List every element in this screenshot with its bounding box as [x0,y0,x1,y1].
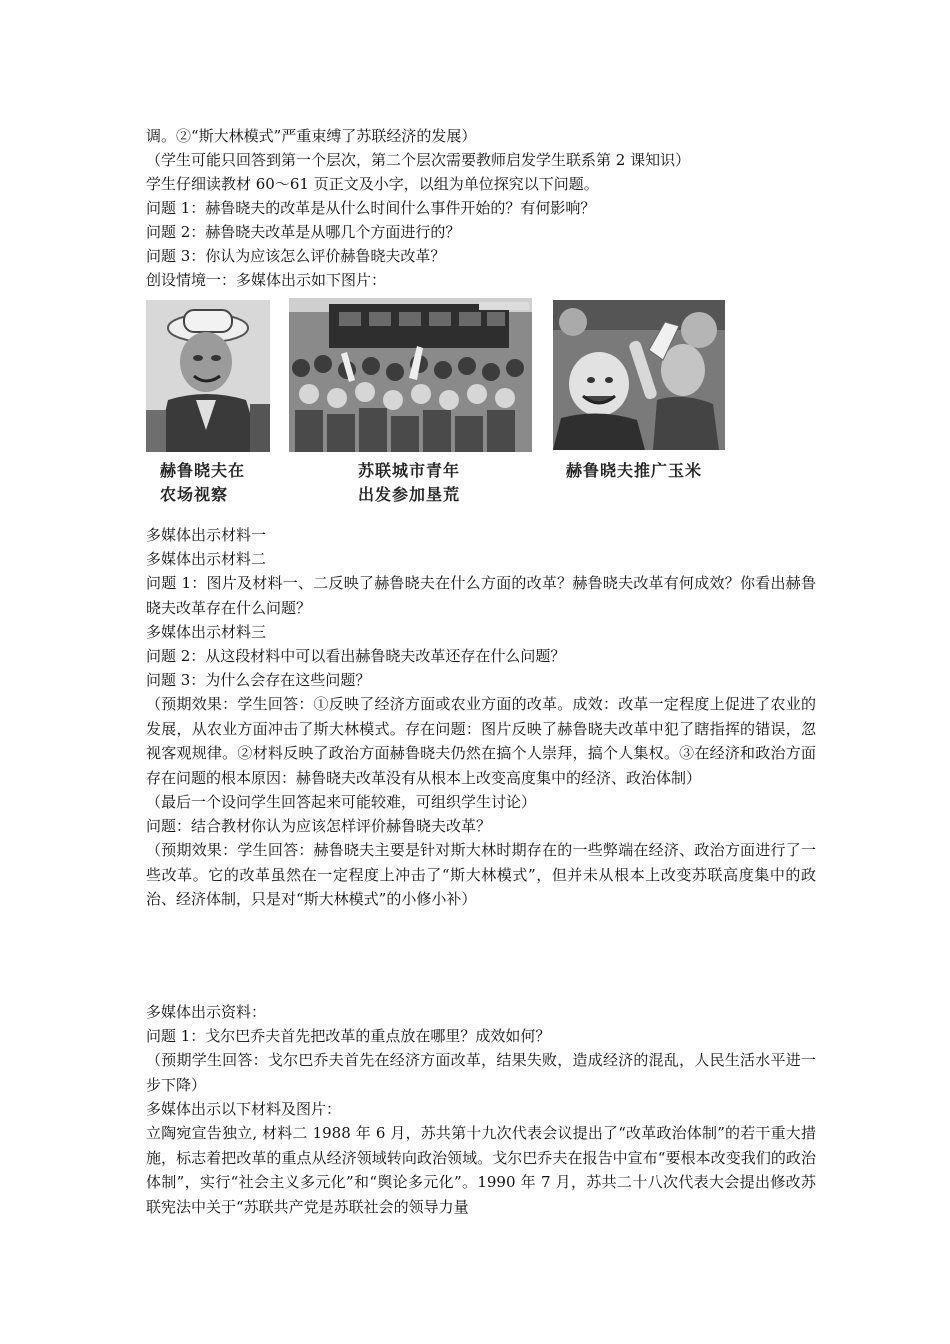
text-line: （最后一个设问学生回答起来可能较难，可组织学生讨论） [146,793,537,811]
text-line: 问题 2：赫鲁晓夫改革是从哪几个方面进行的？ [146,223,461,241]
top-text-block [146,124,816,292]
text-line: 多媒体出示材料一 [146,526,267,544]
photo2-caption: 苏联城市青年 出发参加垦荒 [358,461,461,504]
expected-answer-paragraph: （预期效果：学生回答：赫鲁晓夫主要是针对斯大林时期存在的一些弊端在经济、政治方面进行了一些改革。它的改革虽然在一定程度上冲击了“斯大林模式”，但并未从根本上改变苏联高度集中的政治、经济体制，只是对“斯大林模式”的小修小补） [146,841,816,908]
text-line: 问题 2：从这段材料中可以看出赫鲁晓夫改革还存在什么问题？ [146,647,566,665]
lower-text-block [146,1000,816,1219]
photo1-caption: 赫鲁晓夫在 农场视察 [160,461,246,504]
text-line: 调。②“斯大林模式”严重束缚了苏联经济的发展） [146,127,477,145]
middle-text-block [146,523,816,912]
text-line: 问题 3：为什么会存在这些问题？ [146,671,371,689]
text-line: 学生仔细读教材 60～61 页正文及小字，以组为单位探究以下问题。 [146,175,599,193]
photo-khrushchev-farm [146,300,270,452]
text-line: 问题：结合教材你认为应该怎样评价赫鲁晓夫改革？ [146,817,492,835]
text-line: 问题 1：戈尔巴乔夫首先把改革的重点放在哪里？成效如何？ [146,1027,551,1045]
text-line: 多媒体出示以下材料及图片： [146,1100,342,1118]
text-line: 问题 3：你认为应该怎么评价赫鲁晓夫改革？ [146,247,446,265]
text-line: 多媒体出示材料二 [146,550,267,568]
text-line: （学生可能只回答到第一个层次，第二个层次需要教师启发学生联系第 2 课知识） [146,151,691,169]
text-line: 多媒体出示材料三 [146,623,267,641]
text-line: 问题 1：赫鲁晓夫的改革是从什么时间什么事件开始的？有何影响？ [146,199,596,217]
photo-khrushchev-corn [553,300,725,450]
text-line: 创设情境一：多媒体出示如下图片： [146,271,387,289]
material-paragraph: 立陶宛宣告独立, 材料二 1988 年 6 月，苏共第十九次代表会议提出了“改革政治体制”的若干重大措施，标志着把改革的重点从经济领域转向政治领域。戈尔巴乔夫在报告中宣布“要根本改变我们的政治体制”，实行“社会主义多元化”和“舆论多元化”。1990 年 7 月，苏共二十八次代表大会提出修改苏联宪法中关于“苏联共产党是苏联社会的领导力量 [146,1124,816,1216]
question-paragraph: 问题 1：图片及材料一、二反映了赫鲁晓夫在什么方面的改革？赫鲁晓夫改革有何成效？你看出赫鲁晓夫改革存在什么问题？ [146,574,816,617]
expected-answer-paragraph: （预期学生回答：戈尔巴乔夫首先在经济方面改革，结果失败，造成经济的混乱，人民生活水平进一步下降） [146,1051,816,1094]
photo3-caption: 赫鲁晓夫推广玉米 [566,461,703,480]
photo-youth-virgin-lands [289,298,532,452]
expected-answer-paragraph: （预期效果：学生回答：①反映了经济方面或农业方面的改革。成效：改革一定程度上促进了农业的发展，从农业方面冲击了斯大林模式。存在问题：图片反映了赫鲁晓夫改革中犯了瞎指挥的错误，忽视客观规律。②材料反映了政治方面赫鲁晓夫仍然在搞个人崇拜，搞个人集权。③在经济和政治方面存在问题的根本原因：赫鲁晓夫改革没有从根本上改变高度集中的经济、政治体制） [146,695,816,787]
text-line: 多媒体出示资料： [146,1003,267,1021]
